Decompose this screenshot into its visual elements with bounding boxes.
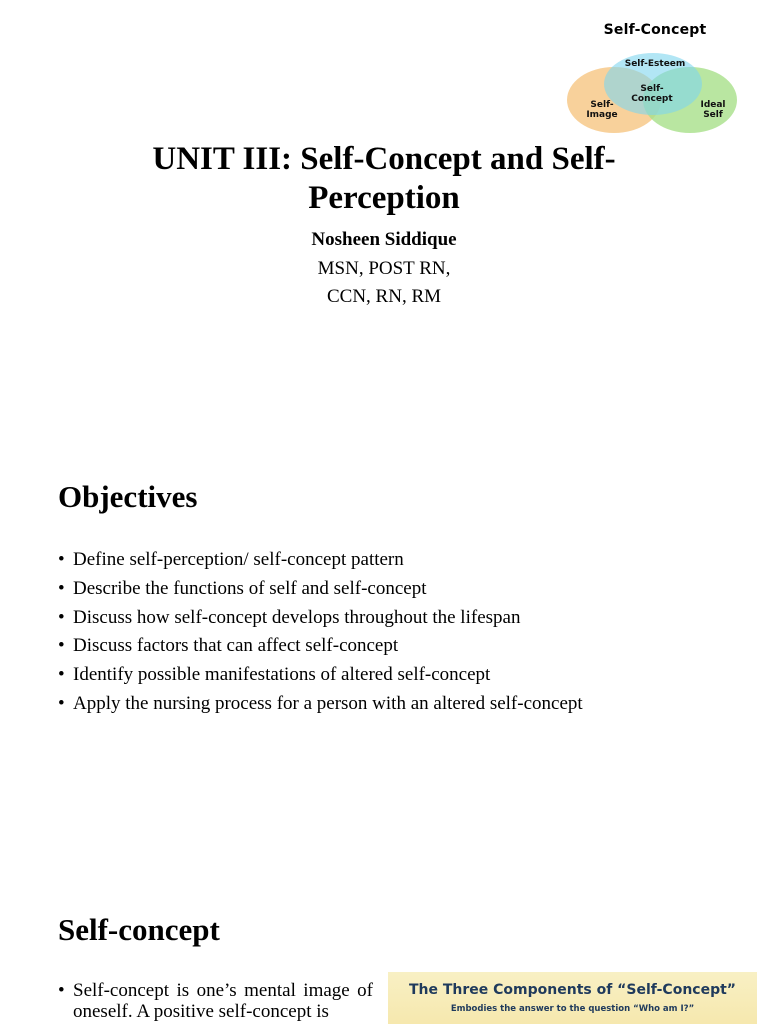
venn-label-ideal: Ideal Self [700,100,726,120]
self-concept-venn-diagram [560,18,750,140]
objectives-list [58,546,583,719]
venn-label-center: Self- Concept [631,84,673,104]
components-image-title: The Three Components of “Self-Concept” [408,982,736,998]
objective-item: • Apply the nursing process for a person with an altered self-concept [58,690,583,719]
slide-title: UNIT III: Self-Concept and Self- Perception [152,141,616,216]
venn-circles [560,18,750,140]
self-concept-heading: Self-concept [58,912,220,947]
self-concept-list [58,980,373,1022]
objective-item: • Identify possible manifestations of altered self-concept [58,661,583,690]
self-concept-bullet: • Self-concept is one’s mental image of oneself. A positive self-concept is [58,980,373,1022]
objectives-heading: Objectives [58,479,198,514]
objective-item: • Discuss factors that can affect self-concept [58,632,583,661]
author-credentials-line1: MSN, POST RN, [317,258,451,279]
venn-title: Self-Concept [603,22,707,38]
components-image-subtitle: Embodies the answer to the question “Who am I?” [450,1004,695,1014]
objective-item: • Describe the functions of self and self-concept [58,575,583,604]
venn-label-image: Self- Image [586,100,618,120]
author-name: Nosheen Siddique [311,229,457,250]
author-credentials-line2: CCN, RN, RM [326,286,442,307]
objective-item: • Define self-perception/ self-concept pattern [58,546,583,575]
objective-item: • Discuss how self-concept develops throughout the lifespan [58,604,583,633]
three-components-image [388,972,757,1024]
venn-label-esteem: Self-Esteem [624,59,686,69]
